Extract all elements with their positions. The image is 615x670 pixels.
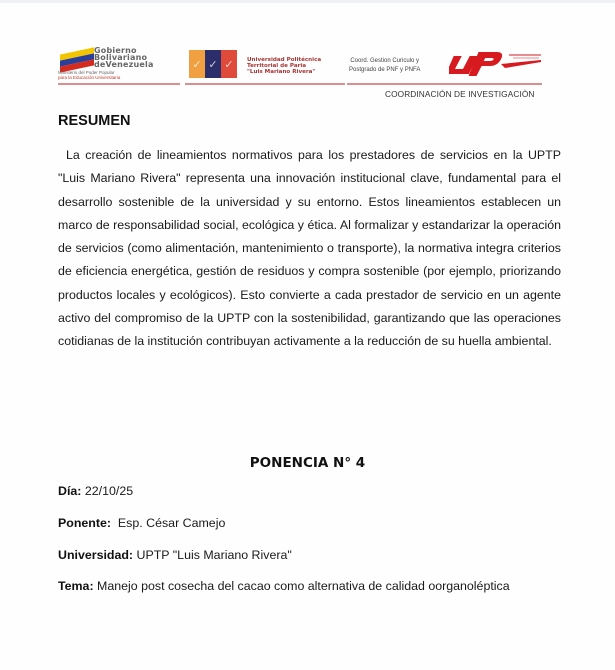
field-value: 22/10/25	[84, 484, 134, 498]
university-line-3: "Luis Mariano Rivera"	[247, 69, 316, 76]
coordination-line-2: Postgrado de PNF y PNFA	[349, 67, 421, 73]
government-logo-text	[94, 47, 154, 68]
university-name	[247, 57, 321, 76]
upt-logo	[449, 50, 544, 80]
university-emblem	[189, 50, 237, 78]
field-label: Tema:	[58, 579, 94, 593]
ministry-text	[58, 70, 120, 80]
header-divider	[58, 83, 180, 85]
emblem-navy-block: ✓	[205, 50, 221, 78]
field-label: Universidad:	[58, 548, 134, 562]
university-line-2: Territorial de Paria	[247, 63, 307, 70]
coordination-label	[349, 57, 420, 75]
field-value: Manejo post cosecha del cacao como alternativa de calidad oorganoléptica	[97, 579, 510, 593]
government-logo	[58, 47, 180, 81]
coordination-line-1: Coord. Gestion Curiculo y	[350, 58, 420, 64]
department-label: COORDINACIÓN DE INVESTIGACIÒN	[385, 89, 535, 99]
document-page	[0, 3, 615, 670]
venezuela-flag-icon	[60, 47, 94, 72]
resumen-heading: RESUMEN	[58, 113, 131, 129]
gov-line-2: Bolivariano	[94, 53, 148, 62]
emblem-orange-block: ✓	[189, 50, 205, 78]
field-dia	[58, 484, 133, 498]
ministry-line-1: Ministerio del Poder Popular	[58, 70, 115, 75]
field-tema	[58, 579, 510, 593]
field-value: Esp. César Camejo	[114, 516, 226, 530]
field-ponente	[58, 516, 225, 530]
header-divider	[347, 83, 542, 85]
field-value: UPTP "Luis Mariano Rivera"	[136, 548, 292, 562]
gov-line-1: Gobierno	[94, 46, 137, 55]
letterhead	[58, 46, 558, 99]
gov-line-3: deVenezuela	[94, 60, 154, 69]
ponencia-heading: PONENCIA N° 4	[249, 455, 366, 471]
university-line-1: Universidad Politécnica	[247, 57, 322, 63]
header-divider	[185, 83, 345, 85]
ministry-line-2: para la Educación Universitaria	[58, 75, 121, 80]
field-label: Día:	[58, 484, 82, 498]
emblem-red-block: ✓	[221, 50, 237, 78]
resumen-paragraph: La creación de lineamientos normativos para los prestadores de servicios en la UPTP "Luis Mariano Rivera" representa una innovación institucional clave, fundamental para el desarrollo sostenible de la universidad y su entorno. Estos lineamientos establecen un marco de responsabilidad social, ecológica y ética. Al formalizar y estandarizar la operación de servicios (como alimentación, mantenimiento o transporte), la normativa integra criterios de eficiencia energética, gestión de residuos y compra sostenible (por ejemplo, priorizando productos locales y ecológicos). Esto convierte a cada prestador de servicio en un agente activo del compromiso de la UPTP con la sostenibilidad, garantizando que las operaciones cotidianas de la institución contribuyan activamente a la reducción de su huella ambiental.	[58, 148, 561, 349]
field-universidad	[58, 548, 292, 562]
field-label: Ponente:	[58, 516, 112, 530]
